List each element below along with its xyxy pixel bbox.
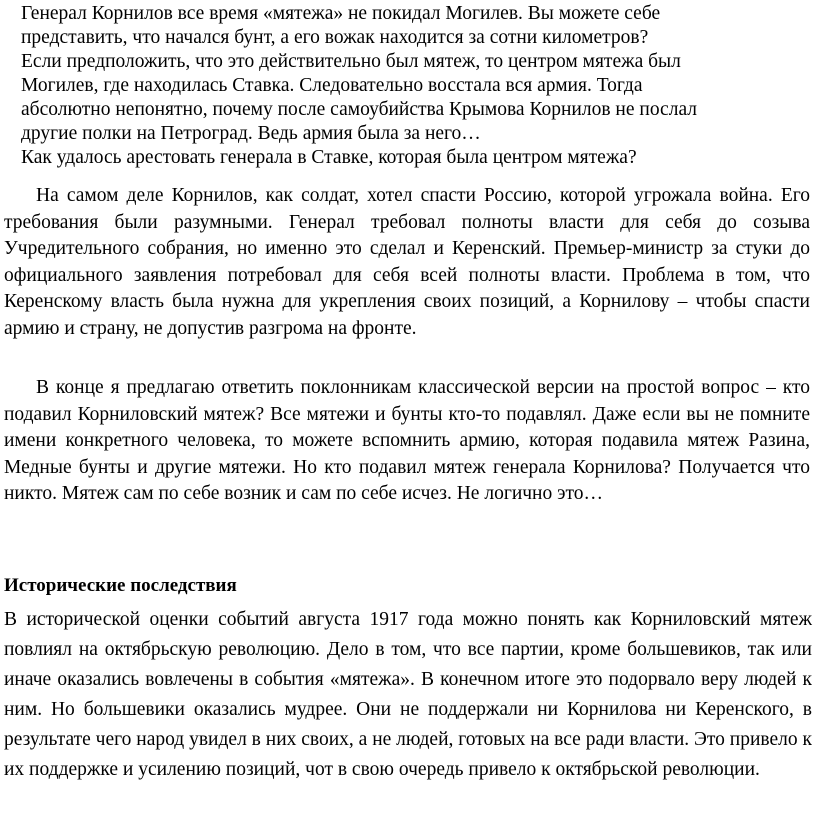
intro-line: представить, что начался бунт, а его вожак находится за сотни километров? xyxy=(21,27,649,48)
paragraph-kornilov-demands: На самом деле Корнилов, как солдат, хотел спасти Россию, которой угрожала война. Его требования были разумными. Генерал требовал полноты власти для себя до созыва Учредительного собрания, но именно это сделал и Керенский. Премьер-министр за стуки до официального заявления потребовал для себя всей полноты власти. Проблема в том, что Керенскому власть была нужна для укрепления своих позиций, а Корнилову – чтобы спасти армию и страну, не допустив разгрома на фронте. xyxy=(4,185,810,339)
intro-line: Если предположить, что это действительно был мятеж, то центром мятежа был xyxy=(21,51,681,72)
intro-line: абсолютно непонятно, почему после самоубийства Крымова Корнилов не послал xyxy=(21,99,697,120)
intro-block xyxy=(21,2,811,170)
section-heading: Исторические последствия xyxy=(4,575,237,596)
intro-line: Генерал Корнилов все время «мятежа» не покидал Могилев. Вы можете себе xyxy=(21,3,661,24)
intro-line: Как удалось арестовать генерала в Ставке, которая была центром мятежа? xyxy=(21,147,637,168)
intro-line: Могилев, где находилась Ставка. Следовательно восстала вся армия. Тогда xyxy=(21,75,643,96)
intro-line: другие полки на Петроград. Ведь армия была за него… xyxy=(21,123,481,144)
paragraph-who-suppressed: В конце я предлагаю ответить поклонникам классической версии на простой вопрос – кто подавил Корниловский мятеж? Все мятежи и бунты кто-то подавлял. Даже если вы не помните имени конкретного человека, то можете вспомнить армию, которая подавила мятеж Разина, Медные бунты и другие мятежи. Но кто подавил мятеж генерала Корнилова? Получается что никто. Мятеж сам по себе возник и сам по себе исчез. Не логично это… xyxy=(4,377,810,504)
paragraph-historical-consequences: В исторической оценки событий августа 1917 года можно понять как Корниловский мятеж повлиял на октябрьскую революцию. Дело в том, что все партии, кроме большевиков, так или иначе оказались вовлечены в события «мятежа». В конечном итоге это подорвало веру людей к ним. Но большевики оказались мудрее. Они не поддержали ни Корнилова ни Керенского, в результате чего народ увидел в них своих, а не людей, готовых на все ради власти. Это привело к их поддержке и усилению позиций, чот в свою очередь привело к октябрьской революции. xyxy=(4,609,812,780)
